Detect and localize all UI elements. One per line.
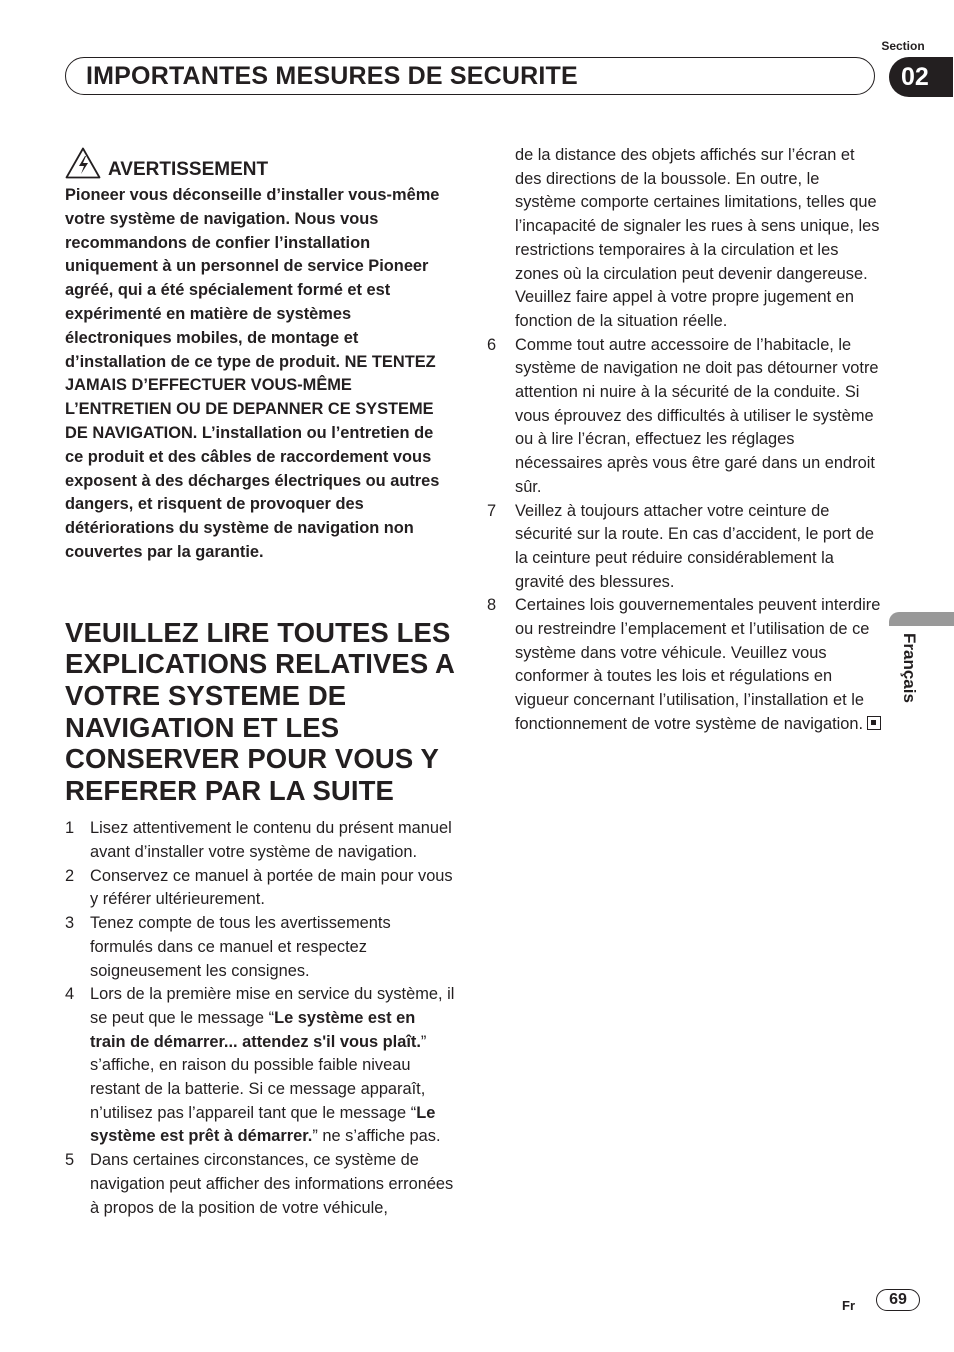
footer-language: Fr bbox=[842, 1298, 855, 1313]
list-item bbox=[65, 983, 455, 1149]
header-bar bbox=[65, 57, 875, 95]
item-text: Veillez à toujours attacher votre ceinture de sécurité sur la route. En cas d’accident, le port de la ceinture peut réduire considérablement la gravité des blessures. bbox=[515, 501, 874, 591]
list-item bbox=[487, 500, 882, 595]
warning-title: AVERTISSEMENT bbox=[108, 159, 269, 180]
language-label: Français bbox=[900, 633, 919, 703]
list-item bbox=[487, 334, 882, 500]
message-ready: Le système est prêt à démarrer. bbox=[90, 1103, 436, 1146]
item-number: 8 bbox=[487, 596, 497, 615]
end-of-section-icon bbox=[867, 716, 881, 730]
item-number: 5 bbox=[65, 1151, 75, 1170]
list-item bbox=[487, 594, 882, 736]
page-title: IMPORTANTES MESURES DE SECURITE bbox=[86, 62, 578, 90]
item-number: 4 bbox=[65, 985, 75, 1004]
list-item bbox=[65, 1149, 455, 1220]
message-starting: Le système est en train de démarrer... attendez s'il vous plaît. bbox=[90, 1008, 421, 1051]
right-column bbox=[487, 144, 882, 737]
item-text: Comme tout autre accessoire de l’habitacle, le système de navigation ne doit pas détourner votre attention ni nuire à la sécurité de la conduite. Si vous éprouvez des difficultés à utiliser le système ou à lire l’écran, effectuez les réglages nécessaires après vous être garé dans un endroit sûr. bbox=[515, 335, 879, 496]
item-number: 6 bbox=[487, 335, 497, 354]
section-number-badge: 02 bbox=[889, 57, 953, 97]
item-text: Lors de la première mise en service du système, il se peut que le message “ bbox=[90, 985, 455, 1027]
item-number: 3 bbox=[65, 914, 75, 933]
electric-warning-triangle-icon bbox=[65, 147, 101, 179]
list-item bbox=[65, 912, 455, 983]
item-text: Lisez attentivement le contenu du présent manuel avant d’installer votre système de navigation. bbox=[90, 819, 452, 862]
page-number: 69 bbox=[876, 1289, 920, 1311]
list-item bbox=[65, 817, 455, 864]
list-item-continuation: de la distance des objets affichés sur l’écran et des directions de la boussole. En outre, le système comporte certaines limitations, telles que l’incapacité de signaler les rues à sens unique, les restrictions temporaires à la circulation et les zones où la circulation peut devenir dangereuse. Veuillez faire appel à votre propre jugement en fonction de la situation réelle. bbox=[515, 146, 880, 330]
section-label: Section bbox=[881, 39, 925, 53]
instruction-list bbox=[65, 817, 455, 1220]
item-text: Dans certaines circonstances, ce système de navigation peut afficher des informations erronées à propos de la position de votre véhicule, bbox=[90, 1151, 454, 1217]
list-item bbox=[65, 865, 455, 912]
item-number: 1 bbox=[65, 819, 75, 838]
item-text: ” s’affiche, en raison du possible faible niveau restant de la batterie. Si ce message apparaît, n’utilisez pas l’appareil tant que le message “ bbox=[90, 1032, 427, 1122]
item-number: 2 bbox=[65, 866, 75, 885]
warning-box bbox=[65, 145, 455, 565]
language-tab bbox=[889, 612, 954, 626]
item-text: Certaines lois gouvernementales peuvent interdire ou restreindre l’emplacement et l’utilisation de ce système dans votre véhicule. Veuillez vous conformer à toutes les lois et régulations en vigueur concernant l’utilisation, l’installation et le fonctionnement de votre système de navigation. bbox=[515, 596, 881, 733]
item-text: Conservez ce manuel à portée de main pour vous y référer ultérieurement. bbox=[90, 866, 453, 909]
warning-body: Pioneer vous déconseille d’installer vous-même votre système de navigation. Nous vous recommandons de confier l’installation uniquement à un personnel de service Pioneer agréé, qui a été spécialement formé et est expérimenté en matière de systèmes électroniques mobiles, de montage et d’installation de ce type de produit. NE TENTEZ JAMAIS D’EFFECTUER VOUS-MÊME L’ENTRETIEN OU DE DEPANNER CE SYSTEME DE NAVIGATION. L’installation ou l’entretien de ce produit et des câbles de raccordement vous exposent à des décharges électriques ou autres dangers, et risquent de provoquer des détériorations du système de navigation non couvertes par la garantie. bbox=[65, 186, 440, 561]
item-text: ” ne s’affiche pas. bbox=[312, 1127, 441, 1146]
item-number: 7 bbox=[487, 501, 497, 520]
instruction-list-continued bbox=[487, 334, 882, 737]
left-column bbox=[65, 145, 455, 1220]
item-text: Tenez compte de tous les avertissements formulés dans ce manuel et respectez soigneusement les consignes. bbox=[90, 914, 391, 980]
section-heading: VEUILLEZ LIRE TOUTES LES EXPLICATIONS RELATIVES A VOTRE SYSTEME DE NAVIGATION ET LES CONSERVER POUR VOUS Y REFERER PAR LA SUITE bbox=[65, 616, 454, 806]
